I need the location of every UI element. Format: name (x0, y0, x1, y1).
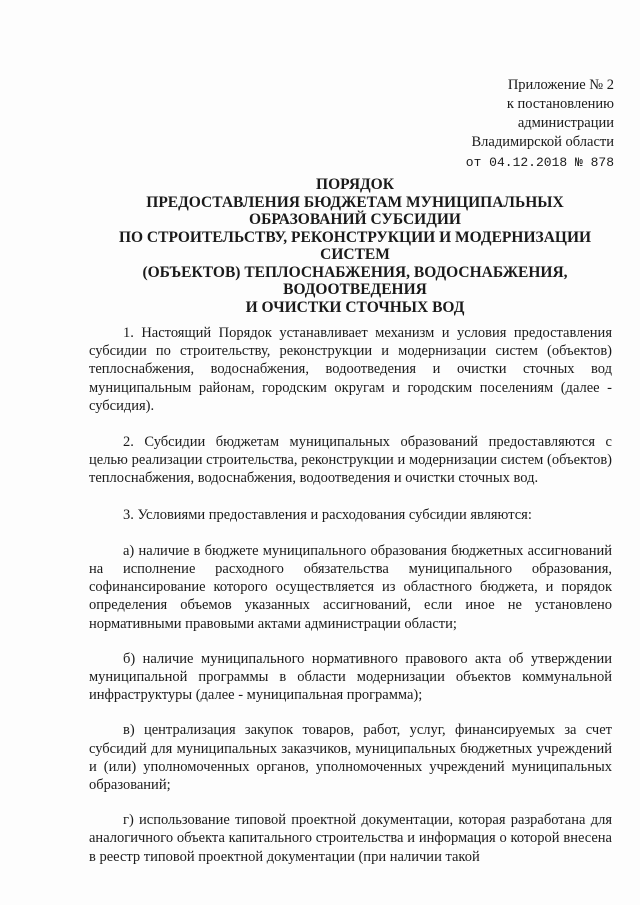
title-line-2: ПРЕДОСТАВЛЕНИЯ БЮДЖЕТАМ МУНИЦИПАЛЬНЫХ (146, 193, 564, 211)
title-line-5: СИСТЕМ (320, 246, 390, 263)
paragraph-2: 2. Субсидии бюджетам муниципальных образований предоставляются с целью реализации строительства, реконструкции и модернизации систем (объектов) теплоснабжения, водоснабжения, водоотведения и очистки сточных вод. (89, 434, 612, 487)
appendix-region: Владимирской области (471, 134, 614, 150)
paragraph-3d: г) использование типовой проектной документации, которая разработана для аналогичного объекта капитального строительства и информация о которой внесена в реестр типовой проектной документации (при наличии такой (89, 812, 612, 865)
appendix-header (466, 76, 614, 172)
paragraph-3: 3. Условиями предоставления и расходования субсидии являются: (123, 506, 532, 523)
document-body (89, 324, 612, 883)
paragraph-1: 1. Настоящий Порядок устанавливает механизм и условия предоставления субсидии по строительству, реконструкции и модернизации систем (объектов) теплоснабжения, водоснабжения, водоотведения и очистки сточных вод муниципальным районам, городским округам и городским поселениям (далее - субсидия). (89, 325, 612, 414)
appendix-resolution-ref: к постановлению (506, 96, 614, 112)
paragraph-3a: а) наличие в бюджете муниципального образования бюджетных ассигнований на исполнение расходного обязательства муниципального образования, софинансирование которого осуществляется из областного бюджета, и порядок определения объемов указанных ассигнований, если иное не установлено нормативными правовыми актами администрации области; (89, 542, 612, 632)
document-title (90, 176, 620, 316)
paragraph-3b: б) наличие муниципального нормативного правового акта об утверждении муниципальной программы в области модернизации объектов коммунальной инфраструктуры (далее - муниципальная программа); (89, 650, 612, 704)
title-line-6: (ОБЪЕКТОВ) ТЕПЛОСНАБЖЕНИЯ, ВОДОСНАБЖЕНИЯ, (142, 263, 568, 281)
title-line-4: ПО СТРОИТЕЛЬСТВУ, РЕКОНСТРУКЦИИ И МОДЕРНИЗАЦИИ (118, 228, 592, 246)
title-line-8: И ОЧИСТКИ СТОЧНЫХ ВОД (245, 298, 465, 316)
appendix-date-number: от 04.12.2018 № 878 (465, 155, 614, 170)
title-line-7: ВОДООТВЕДЕНИЯ (283, 281, 427, 298)
appendix-administration: администрации (517, 115, 614, 131)
appendix-number: Приложение № 2 (507, 77, 614, 93)
title-line-3: ОБРАЗОВАНИЙ СУБСИДИИ (249, 211, 461, 228)
paragraph-3c: в) централизация закупок товаров, работ, услуг, финансируемых за счет субсидий для муниципальных заказчиков, муниципальных бюджетных учреждений и (или) уполномоченных органов, уполномоченных учреждений муниципальных образований; (89, 722, 612, 794)
title-line-1: ПОРЯДОК (316, 176, 394, 193)
